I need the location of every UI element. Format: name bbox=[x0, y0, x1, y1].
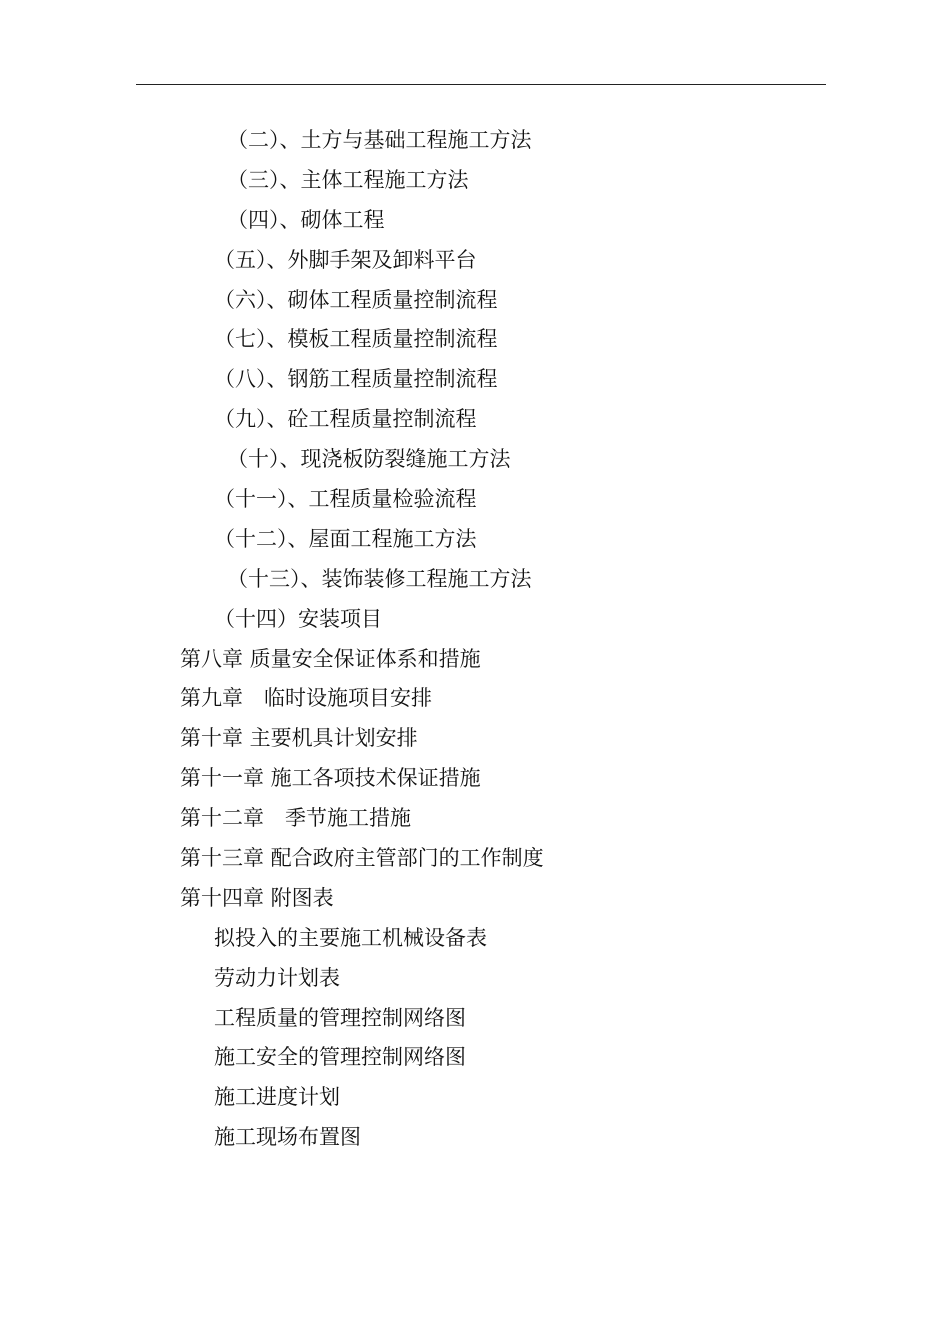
toc-item: （十二）、屋面工程施工方法 bbox=[214, 526, 477, 551]
toc-appendix-item: 工程质量的管理控制网络图 bbox=[214, 1005, 466, 1030]
toc-chapter: 第八章 质量安全保证体系和措施 bbox=[180, 646, 481, 671]
toc-chapter: 第十四章 附图表 bbox=[180, 885, 334, 910]
toc-item: （十三）、装饰装修工程施工方法 bbox=[227, 566, 532, 591]
toc-appendix-item: 施工进度计划 bbox=[214, 1085, 340, 1110]
toc-appendix-item: 拟投入的主要施工机械设备表 bbox=[214, 925, 487, 950]
toc-item: （七）、模板工程质量控制流程 bbox=[214, 327, 498, 352]
toc-chapter: 第九章 临时设施项目安排 bbox=[180, 686, 432, 711]
toc-appendix-item: 施工现场布置图 bbox=[214, 1125, 361, 1150]
toc-appendix-item: 劳动力计划表 bbox=[214, 965, 340, 990]
toc-chapter: 第十章 主要机具计划安排 bbox=[180, 726, 418, 751]
toc-item: （二）、土方与基础工程施工方法 bbox=[227, 128, 532, 152]
header-rule bbox=[136, 84, 826, 85]
toc-item: （五）、外脚手架及卸料平台 bbox=[214, 247, 477, 272]
toc-item: （九）、砼工程质量控制流程 bbox=[214, 407, 477, 432]
toc-item: （三）、主体工程施工方法 bbox=[227, 167, 469, 192]
toc-item: （十）、现浇板防裂缝施工方法 bbox=[227, 447, 511, 472]
toc-chapter: 第十二章 季节施工措施 bbox=[180, 806, 411, 831]
toc-item: （十一）、工程质量检验流程 bbox=[214, 487, 477, 512]
toc-item: （六）、砌体工程质量控制流程 bbox=[214, 287, 498, 312]
toc-chapter: 第十一章 施工各项技术保证措施 bbox=[180, 766, 481, 791]
toc-appendix-item: 施工安全的管理控制网络图 bbox=[214, 1045, 466, 1070]
toc-item: （四）、砌体工程 bbox=[227, 207, 385, 232]
table-of-contents bbox=[0, 120, 950, 1157]
toc-chapter: 第十三章 配合政府主管部门的工作制度 bbox=[180, 846, 544, 871]
toc-item: （八）、钢筋工程质量控制流程 bbox=[214, 367, 498, 392]
toc-item: （十四）安装项目 bbox=[214, 606, 382, 631]
